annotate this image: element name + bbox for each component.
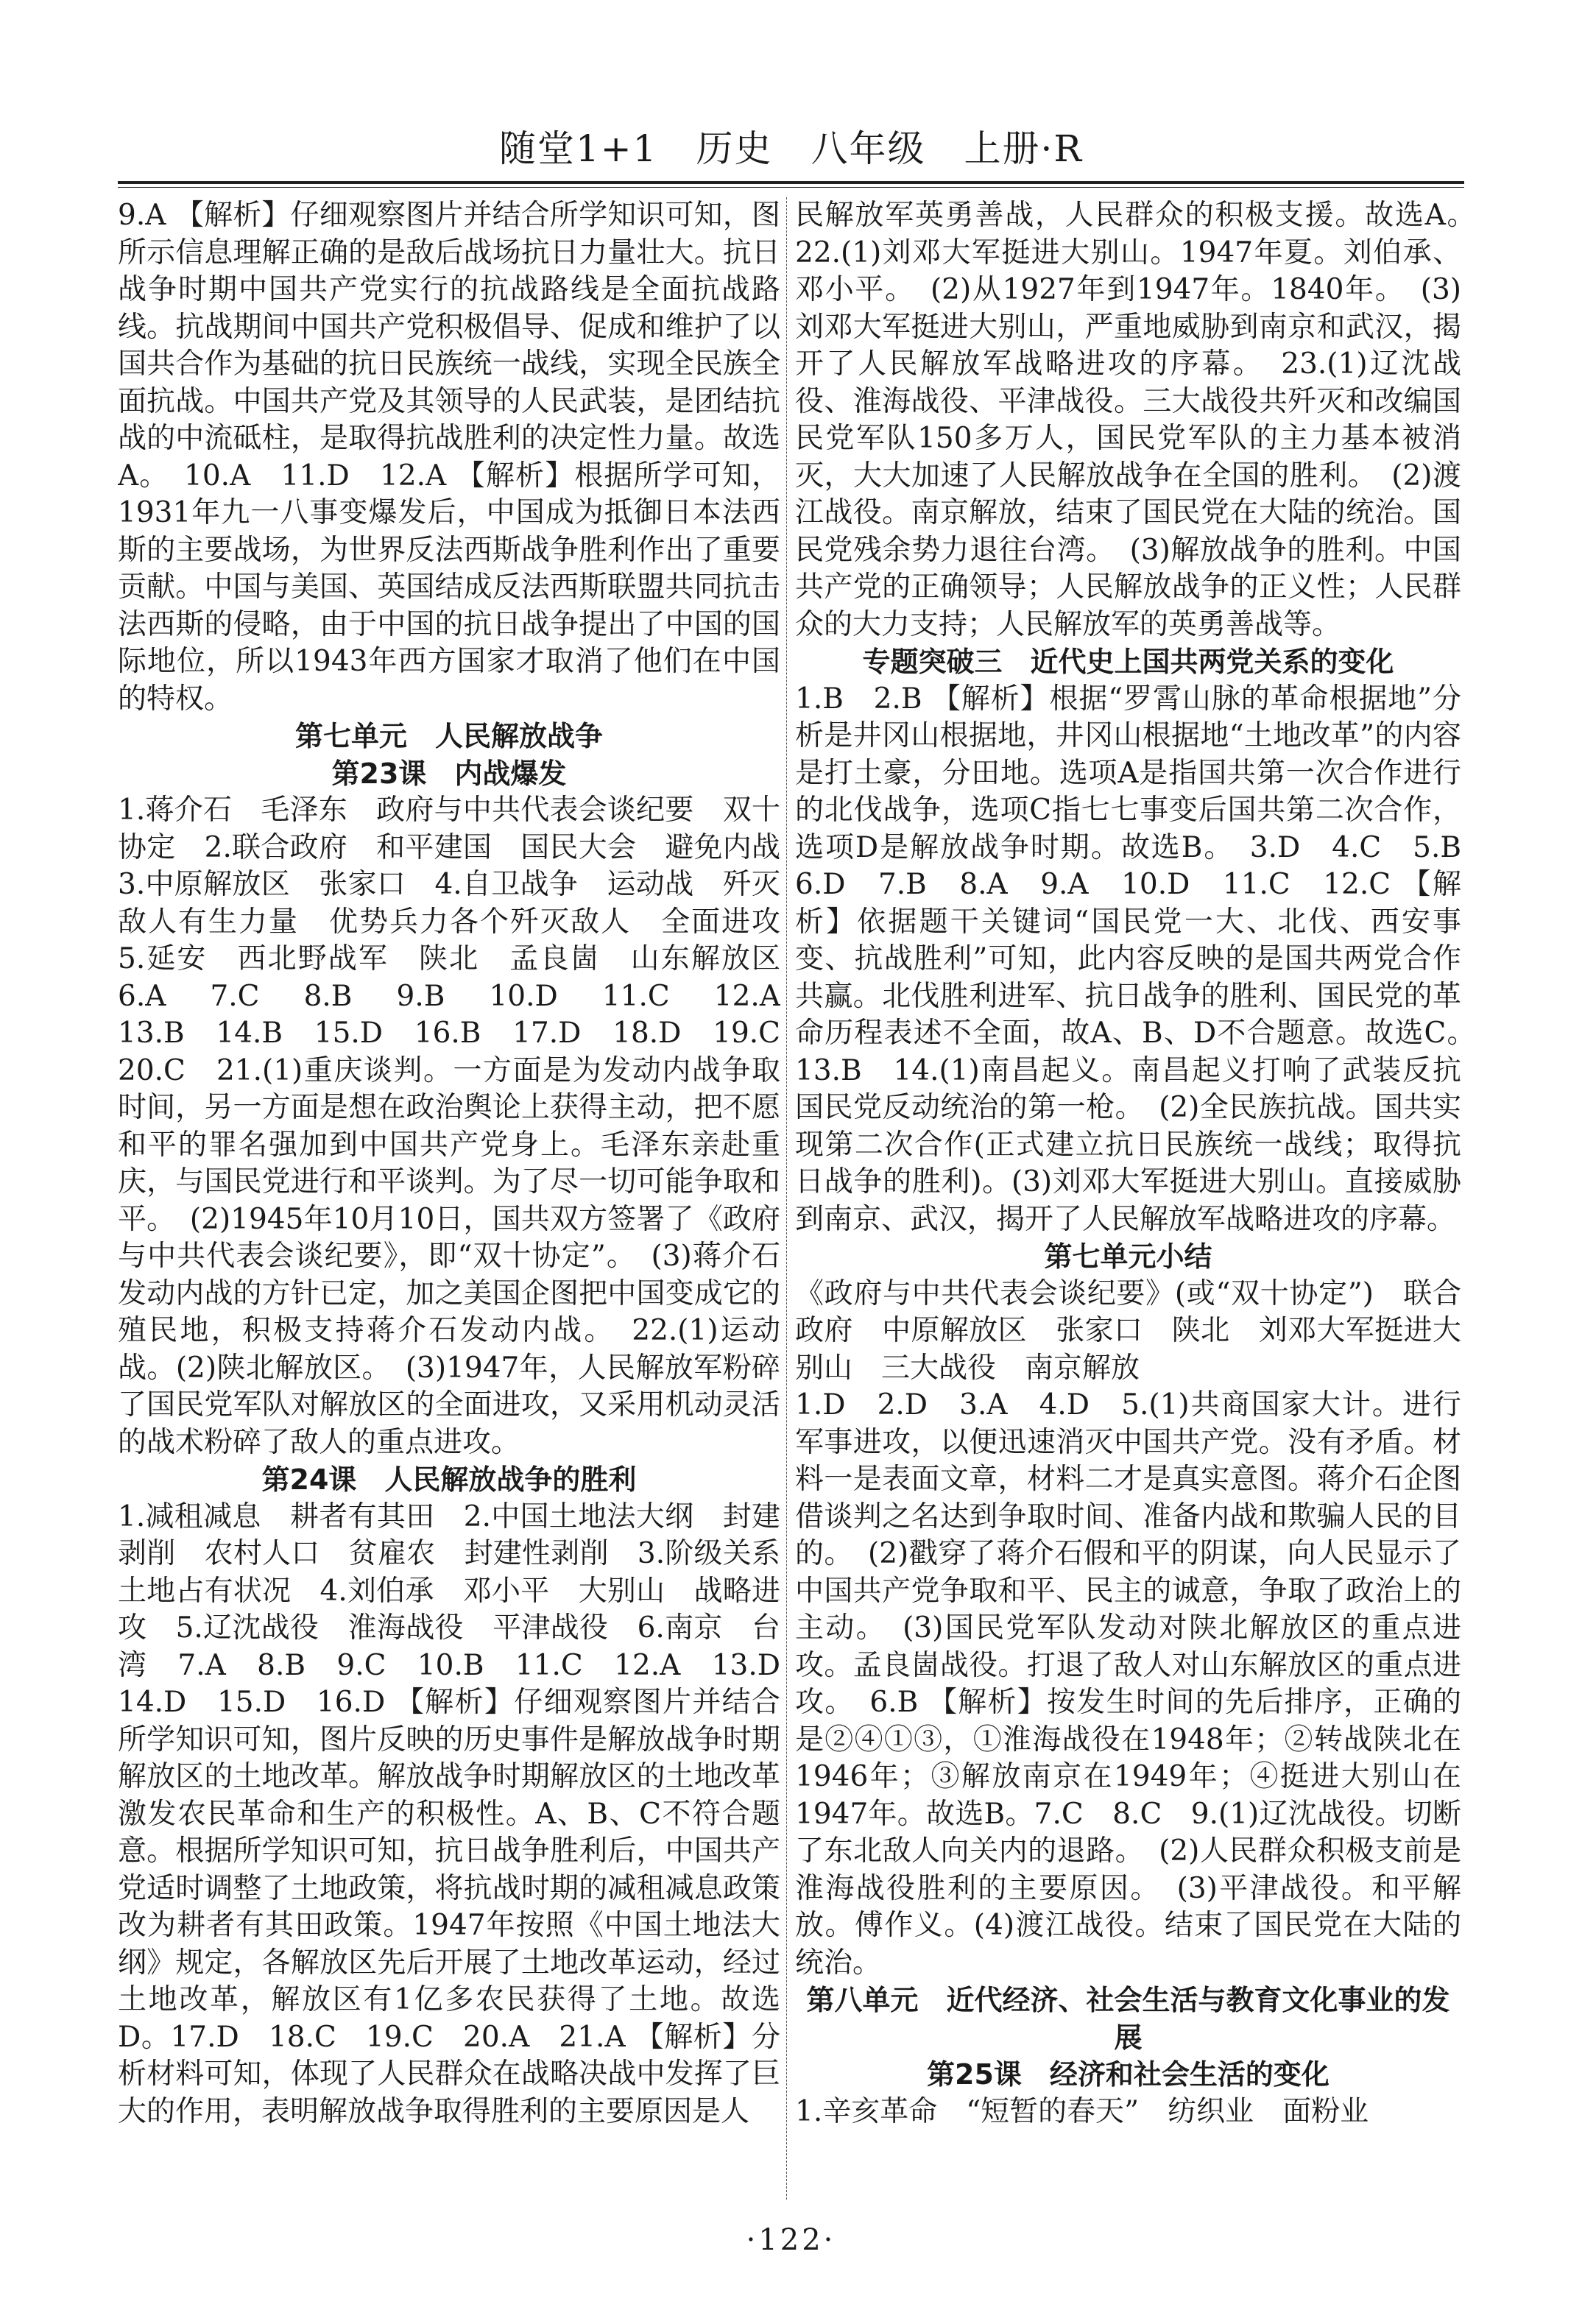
answer-paragraph: 1.D 2.D 3.A 4.D 5.(1)共商国家大计。进行军事进攻，以便迅速消灭中国共产党。没有矛盾。材料一是表面文章，材料二才是真实意图。蒋介石企图借谈判之名达到争取时间、准备内战和欺骗人民的目的。 (2)戳穿了蒋介石假和平的阴谋，向人民显示了中国共产党争取和平、民主的诚意，争取了政治上的主动。 (3)国民党军队发动对陕北解放区的重点进攻。孟良崮战役。打退了敌人对山东解放区的重点进攻。 6.B 【解析】按发生时间的先后排序，正确的是②④①③，①淮海战役在1948年；②转战陕北在1946年；③解放南京在1949年；④挺进大别山在1947年。故选B。7.C 8.C 9.(1)辽沈战役。切断了东北敌人向关内的退路。 (2)人民群众积极支前是淮海战役胜利的主要原因。 (3)平津战役。和平解放。傅作义。(4)渡江战役。结束了国民党在大陆的统治。	[795, 1388, 1461, 1979]
answer-paragraph: 9.A 【解析】仔细观察图片并结合所学知识可知，图所示信息理解正确的是敌后战场抗日力量壮大。抗日战争时期中国共产党实行的抗战路线是全面抗战路线。抗战期间中国共产党积极倡导、促成和维护了以国共合作为基础的抗日民族统一战线，实现全民族全面抗战。中国共产党及其领导的人民武装，是团结抗战的中流砥柱，是取得抗战胜利的决定性力量。故选A。 10.A 11.D 12.A 【解析】根据所学可知，1931年九一八事变爆发后，中国成为抵御日本法西斯的主要战场，为世界反法西斯战争胜利作出了重要贡献。中国与美国、英国结成反法西斯联盟共同抗击法西斯的侵略，由于中国的抗日战争提出了中国的国际地位，所以1943年西方国家才取消了他们在中国的特权。	[118, 199, 780, 716]
page-number: ·122·	[746, 2223, 836, 2257]
section-heading: 第七单元 人民解放战争	[294, 720, 603, 752]
page-header: 随堂1+1 历史 八年级 上册·R	[498, 127, 1084, 170]
answer-paragraph: 1.减租减息 耕者有其田 2.中国土地法大纲 封建剥削 农村人口 贫雇农 封建性剥削 3.阶级关系 土地占有状况 4.刘伯承 邓小平 大别山 战略进攻 5.辽沈战役 淮海战役 平津战役 6.南京 台湾 7.A 8.B 9.C 10.B 11.C 12.A 13.D 14.D 15.D 16.D 【解析】仔细观察图片并结合所学知识可知，图片反映的历史事件是解放战争时期解放区的土地改革。解放战争时期解放区的土地改革激发农民革命和生产的积极性。A、B、C不符合题意。根据所学知识可知，抗日战争胜利后，中国共产党适时调整了土地政策，将抗战时期的减租减息政策改为耕者有其田政策。1947年按照《中国土地法大纲》规定，各解放区先后开展了土地改革运动，经过土地改革，解放区有1亿多农民获得了土地。故选D。17.D 18.C 19.C 20.A 21.A 【解析】分析材料可知，体现了人民群众在战略决战中发挥了巨大的作用，表明解放战争取得胜利的主要原因是人	[118, 1500, 780, 2128]
column-divider	[786, 197, 787, 2200]
section-heading: 第七单元小结	[1044, 1240, 1212, 1273]
header-rule-thin	[118, 187, 1464, 188]
left-column	[118, 197, 780, 2207]
section-heading: 第23课 内战爆发	[331, 757, 567, 790]
section-heading: 第八单元 近代经济、社会生活与教育文化事业的发展	[806, 1984, 1450, 2054]
section-heading: 第25课 经济和社会生活的变化	[927, 2058, 1329, 2091]
answer-paragraph: 1.辛亥革命 “短暂的春天” 纺织业 面粉业	[795, 2094, 1369, 2128]
answer-paragraph: 1.B 2.B 【解析】根据“罗霄山脉的革命根据地”分析是井冈山根据地，井冈山根据地“土地改革”的内容是打土豪，分田地。选项A是指国共第一次合作进行的北伐战争，选项C指七七事变后国共第二次合作，选项D是解放战争时期。故选B。 3.D 4.C 5.B 6.D 7.B 8.A 9.A 10.D 11.C 12.C 【解析】依据题干关键词“国民党一大、北伐、西安事变、抗战胜利”可知，此内容反映的是国共两党合作共赢。北伐胜利进军、抗日战争的胜利、国民党的革命历程表述不全面，故A、B、D不合题意。故选C。 13.B 14.(1)南昌起义。南昌起义打响了武装反抗国民党反动统治的第一枪。 (2)全民族抗战。国共实现第二次合作(正式建立抗日民族统一战线；取得抗日战争的胜利)。(3)刘邓大军挺进大别山。直接威胁到南京、武汉，揭开了人民解放军战略进攻的序幕。	[795, 682, 1461, 1236]
header-rule	[118, 181, 1464, 184]
answer-paragraph: 民解放军英勇善战，人民群众的积极支援。故选A。 22.(1)刘邓大军挺进大别山。1947年夏。刘伯承、邓小平。 (2)从1927年到1947年。1840年。 (3)刘邓大军挺进大别山，严重地威胁到南京和武汉，揭开了人民解放军战略进攻的序幕。 23.(1)辽沈战役、淮海战役、平津战役。三大战役共歼灭和改编国民党军队150多万人，国民党军队的主力基本被消灭，大大加速了人民解放战争在全国的胜利。 (2)渡江战役。南京解放，结束了国民党在大陆的统治。国民党残余势力退往台湾。 (3)解放战争的胜利。中国共产党的正确领导；人民解放战争的正义性；人民群众的大力支持；人民解放军的英勇善战等。	[795, 199, 1461, 641]
section-heading: 第24课 人民解放战争的胜利	[261, 1463, 637, 1496]
answer-paragraph: 《政府与中共代表会谈纪要》(或“双十协定”) 联合政府 中原解放区 张家口 陕北 刘邓大军挺进大别山 三大战役 南京解放	[795, 1276, 1461, 1385]
answer-paragraph: 1.蒋介石 毛泽东 政府与中共代表会谈纪要 双十协定 2.联合政府 和平建国 国民大会 避免内战 3.中原解放区 张家口 4.自卫战争 运动战 歼灭敌人有生力量 优势兵力各个歼灭敌人 全面进攻 5.延安 西北野战军 陕北 孟良崮 山东解放区 6.A 7.C 8.B 9.B 10.D 11.C 12.A 13.B 14.B 15.D 16.B 17.D 18.D 19.C 20.C 21.(1)重庆谈判。一方面是为发动内战争取时间，另一方面是想在政治舆论上获得主动，把不愿和平的罪名强加到中国共产党身上。毛泽东亲赴重庆，与国民党进行和平谈判。为了尽一切可能争取和平。 (2)1945年10月10日，国共双方签署了《政府与中共代表会谈纪要》，即“双十协定”。 (3)蒋介石发动内战的方针已定，加之美国企图把中国变成它的殖民地，积极支持蒋介石发动内战。 22.(1)运动战。(2)陕北解放区。 (3)1947年，人民解放军粉碎了国民党军队对解放区的全面进攻，又采用机动灵活的战术粉碎了敌人的重点进攻。	[118, 794, 780, 1459]
right-column	[795, 197, 1461, 2207]
section-heading: 专题突破三 近代史上国共两党关系的变化	[862, 646, 1394, 678]
